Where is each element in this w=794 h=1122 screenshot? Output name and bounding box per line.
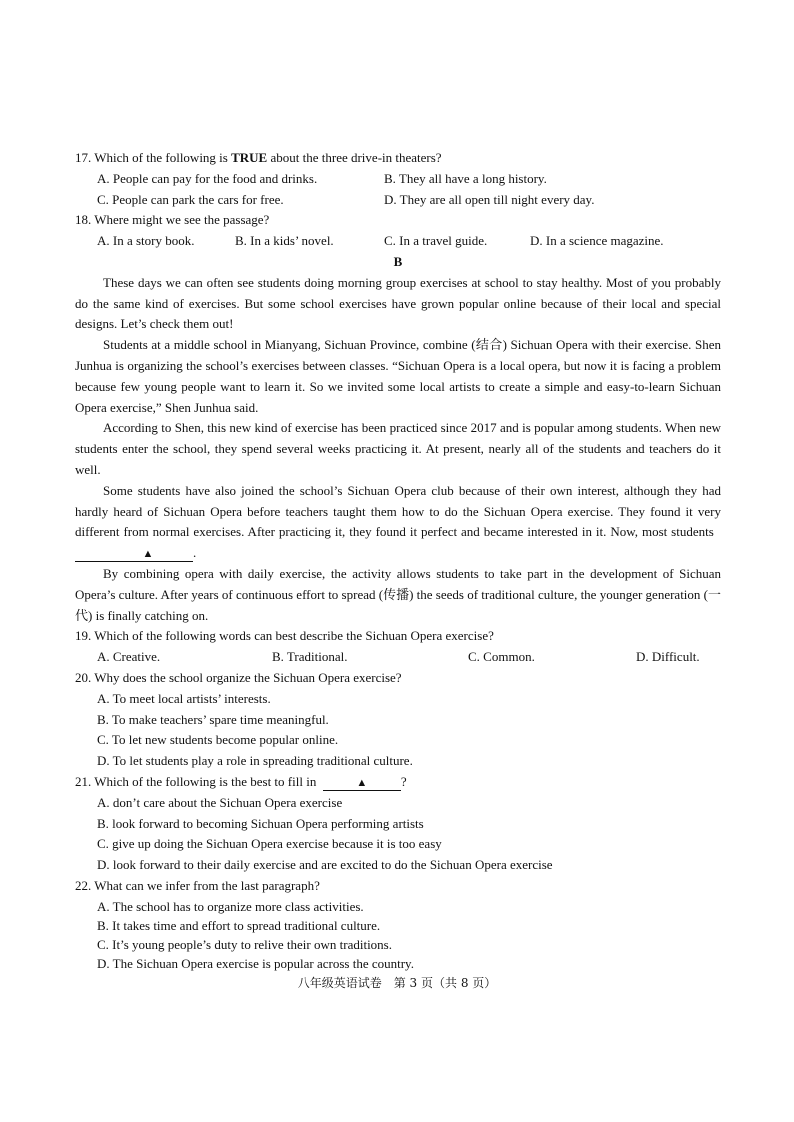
q19-option-d[interactable]: D. Difficult. [636,649,700,665]
section-b-heading: B [393,253,403,269]
q18-option-a[interactable]: A. In a story book. [97,233,195,249]
q18-option-d[interactable]: D. In a science magazine. [530,233,664,249]
passage-paragraph-4-text: Some students have also joined the school’s Sichuan Opera club because of their own interest, although they had hardly heard of Sichuan Opera before teachers taught them how to do the Sichuan Opera exercise. They found it very different from normal exercises. After practicing it, they found it perfect and became interested in it. Now, most students [75,482,721,540]
q18-option-c[interactable]: C. In a travel guide. [384,233,488,249]
q19-stem: 19. Which of the following words can best describe the Sichuan Opera exercise? [75,628,494,644]
q17-stem-bold: TRUE [231,150,268,165]
q22-option-b[interactable]: B. It takes time and effort to spread traditional culture. [97,917,381,933]
q17-options-row-2 [75,190,721,211]
q18-option-b[interactable]: B. In a kids’ novel. [235,233,334,249]
q21-blank-triangle-marker: ▲ [356,776,368,789]
q18-options-row [75,231,721,252]
q20-stem: 20. Why does the school organize the Sichuan Opera exercise? [75,669,402,685]
q22-stem: 22. What can we infer from the last paragraph? [75,877,320,893]
q19-option-b[interactable]: B. Traditional. [272,649,348,665]
q19-option-c[interactable]: C. Common. [468,649,535,665]
q17-option-d[interactable]: D. They are all open till night every day. [384,191,595,207]
passage-paragraph-3: According to Shen, this new kind of exercise has been practiced since 2017 and is popular among students. When new students enter the school, they spend several weeks practicing it. At present, nearly all of the students and teachers do it well. [75,420,721,477]
q21-stem-end: ? [400,773,407,789]
q17-stem [75,148,721,169]
q21-blank [323,775,401,791]
q18-stem: 18. Where might we see the passage? [75,212,270,228]
q22-option-a[interactable]: A. The school has to organize more class activities. [97,898,364,914]
passage-blank[interactable] [75,546,193,562]
q21-option-b[interactable]: B. look forward to becoming Sichuan Opera performing artists [97,815,424,831]
q17-stem-end: about the three drive-in theaters? [267,150,442,165]
q17-option-a[interactable]: A. People can pay for the food and drinks. [97,170,318,186]
q17-options-row-1 [75,169,721,190]
q21-stem [75,772,721,793]
q22-option-d[interactable]: D. The Sichuan Opera exercise is popular across the country. [97,955,414,971]
q17-option-b[interactable]: B. They all have a long history. [384,170,547,186]
page-footer: 八年级英语试卷 第 3 页（共 8 页） [297,976,497,990]
exam-page [75,148,721,973]
passage-paragraph-4 [75,481,721,564]
passage-paragraph-4-end: . [193,545,197,561]
q17-stem-start: 17. Which of the following is [75,150,232,165]
q21-option-d[interactable]: D. look forward to their daily exercise and are excited to do the Sichuan Opera exercise [97,857,553,873]
q20-option-d[interactable]: D. To let students play a role in spreading traditional culture. [97,753,413,769]
passage-paragraph-5: By combining opera with daily exercise, the activity allows students to take part in the development of Sichuan Opera’s culture. After years of continuous effort to spread (传播) the seeds of traditional culture, the younger generation (一代) is finally catching on. [75,565,722,623]
q21-option-c[interactable]: C. give up doing the Sichuan Opera exercise because it is too easy [97,836,442,852]
q19-option-a[interactable]: A. Creative. [97,649,161,665]
q20-option-b[interactable]: B. To make teachers’ spare time meaningful. [97,711,329,727]
q19-options-row [75,647,721,668]
q22-option-c[interactable]: C. It’s young people’s duty to relive their own traditions. [97,936,392,952]
q20-option-c[interactable]: C. To let new students become popular online. [97,732,339,748]
passage-b [75,273,721,627]
q20-option-a[interactable]: A. To meet local artists’ interests. [97,690,271,706]
q21-stem-text: 21. Which of the following is the best to fill in [75,773,317,789]
passage-paragraph-1: These days we can often see students doing morning group exercises at school to stay healthy. Most of you probably do the same kind of exercises. But some school exercises have grown popular online because of their local and special designs. Let’s check them out! [75,274,721,332]
passage-paragraph-2: Students at a middle school in Mianyang, Sichuan Province, combine (结合) Sichuan Opera with their exercise. Shen Junhua is organizing the school’s exercises between classes. “Sichuan Opera is a local opera, but now it is facing a problem because few young people want to learn it. So we invited some local artists to create a simple and easy-to-learn Sichuan Opera exercise,” Shen Junhua said. [75,337,721,415]
q21-option-a[interactable]: A. don’t care about the Sichuan Opera exercise [97,794,343,810]
q17-option-c[interactable]: C. People can park the cars for free. [97,191,284,207]
blank-triangle-marker: ▲ [142,548,154,561]
